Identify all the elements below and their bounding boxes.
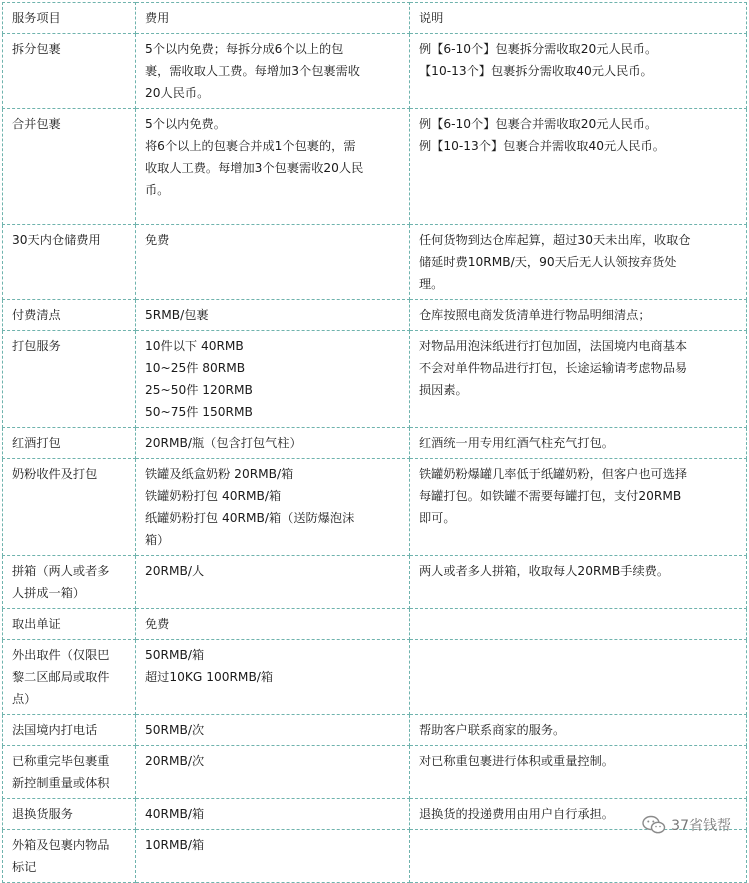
row-fee	[136, 331, 410, 428]
row-note-line: 对已称重包裹进行体积或重量控制。	[419, 754, 614, 768]
row-fee-line: 20RMB/次	[145, 754, 205, 768]
row-note-line: 每罐打包。如铁罐不需要每罐打包，支付20RMB	[419, 489, 682, 503]
table-row	[3, 459, 747, 556]
row-fee-line: 铁罐及纸盒奶粉 20RMB/箱	[145, 467, 294, 481]
header-fee: 费用	[136, 3, 410, 34]
row-note	[410, 331, 747, 428]
row-note-line: 任何货物到达仓库起算，超过30天未出库，收取仓	[419, 233, 691, 247]
row-note	[410, 640, 747, 715]
table-row	[3, 331, 747, 428]
row-service-line: 外箱及包裹内物品	[12, 838, 110, 852]
row-service	[3, 640, 136, 715]
table-row	[3, 830, 747, 883]
row-fee-line: 10~25件 80RMB	[145, 361, 246, 375]
row-service-line: 取出单证	[12, 617, 61, 631]
row-note-line: 不会对单件物品进行打包，长途运输请考虑物品易	[419, 361, 688, 375]
table-row	[3, 428, 747, 459]
row-note	[410, 609, 747, 640]
row-fee	[136, 225, 410, 300]
row-service-line: 退换货服务	[12, 807, 73, 821]
watermark	[642, 815, 731, 835]
row-service	[3, 331, 136, 428]
row-service-line: 已称重完毕包裹重	[12, 754, 110, 768]
row-fee	[136, 556, 410, 609]
row-service-line: 新控制重量或体积	[12, 776, 110, 790]
row-fee-line: 5RMB/包裹	[145, 308, 209, 322]
row-note-line: 例【6-10个】包裹合并需收取20元人民币。	[419, 117, 658, 131]
row-note	[410, 830, 747, 883]
row-service-line: 30天内仓储费用	[12, 233, 101, 247]
row-note-line: 损因素。	[419, 383, 468, 397]
row-fee-line: 免费	[145, 617, 170, 631]
row-note-line: 仓库按照电商发货清单进行物品明细清点；	[419, 308, 651, 322]
row-service-line: 拼箱（两人或者多	[12, 564, 110, 578]
row-service	[3, 225, 136, 300]
row-service-line: 点）	[12, 692, 37, 706]
row-service-line: 奶粉收件及打包	[12, 467, 98, 481]
row-fee	[136, 34, 410, 109]
table-row	[3, 556, 747, 609]
row-fee-line: 免费	[145, 233, 170, 247]
row-service-line: 外出取件（仅限巴	[12, 648, 110, 662]
row-note	[410, 225, 747, 300]
row-fee-line: 10件以下 40RMB	[145, 339, 244, 353]
row-note	[410, 109, 747, 225]
row-fee-line: 50RMB/次	[145, 723, 205, 737]
row-note-line: 例【10-13个】包裹合并需收取40元人民币。	[419, 139, 665, 153]
row-fee-line: 箱）	[145, 533, 170, 547]
row-fee-line: 铁罐奶粉打包 40RMB/箱	[145, 489, 282, 503]
row-service	[3, 300, 136, 331]
table-row	[3, 799, 747, 830]
row-service-line: 打包服务	[12, 339, 61, 353]
watermark-text: 37省钱帮	[671, 818, 731, 834]
header-note: 说明	[410, 3, 747, 34]
row-service	[3, 715, 136, 746]
table-row	[3, 715, 747, 746]
row-fee	[136, 609, 410, 640]
row-note-line: 例【6-10个】包裹拆分需收取20元人民币。	[419, 42, 658, 56]
table-row	[3, 609, 747, 640]
row-fee	[136, 830, 410, 883]
row-fee	[136, 746, 410, 799]
row-service	[3, 428, 136, 459]
row-service-line: 红酒打包	[12, 436, 61, 450]
row-fee-line: 25~50件 120RMB	[145, 383, 253, 397]
row-fee-line: 5个以内免费；每拆分成6个以上的包	[145, 42, 344, 56]
row-service-line: 标记	[12, 860, 37, 874]
row-fee	[136, 300, 410, 331]
row-service-line: 法国境内打电话	[12, 723, 98, 737]
row-service	[3, 556, 136, 609]
row-fee-line: 50~75件 150RMB	[145, 405, 253, 419]
row-note-line: 理。	[419, 277, 444, 291]
row-note-line: 【10-13个】包裹拆分需收取40元人民币。	[419, 64, 653, 78]
row-note-line: 红酒统一用专用红酒气柱充气打包。	[419, 436, 614, 450]
row-service	[3, 459, 136, 556]
row-service-line: 拆分包裹	[12, 42, 61, 56]
row-fee-line: 50RMB/箱	[145, 648, 205, 662]
row-fee-line: 40RMB/箱	[145, 807, 205, 821]
service-fee-table	[2, 2, 747, 883]
row-fee-line: 20RMB/人	[145, 564, 205, 578]
row-fee	[136, 640, 410, 715]
row-fee-line: 将6个以上的包裹合并成1个包裹的，需	[145, 139, 356, 153]
row-note	[410, 34, 747, 109]
row-service	[3, 746, 136, 799]
row-note	[410, 459, 747, 556]
row-note-line: 帮助客户联系商家的服务。	[419, 723, 566, 737]
row-note-line: 对物品用泡沫纸进行打包加固，法国境内电商基本	[419, 339, 688, 353]
table-row	[3, 109, 747, 225]
table-row	[3, 225, 747, 300]
row-fee	[136, 799, 410, 830]
wechat-icon	[642, 815, 666, 835]
row-fee-line: 裹，需收取人工费。每增加3个包裹需收	[145, 64, 360, 78]
row-note	[410, 715, 747, 746]
row-service	[3, 109, 136, 225]
row-fee	[136, 715, 410, 746]
row-fee-line: 20人民币。	[145, 86, 210, 100]
row-note-line: 退换货的投递费用由用户自行承担。	[419, 807, 614, 821]
table-row	[3, 746, 747, 799]
row-note	[410, 746, 747, 799]
row-fee-line: 币。	[145, 183, 170, 197]
row-service	[3, 34, 136, 109]
row-fee-line: 5个以内免费。	[145, 117, 226, 131]
table-row	[3, 34, 747, 109]
row-note	[410, 428, 747, 459]
row-fee-line: 20RMB/瓶（包含打包气柱）	[145, 436, 302, 450]
row-service	[3, 799, 136, 830]
row-service-line: 合并包裹	[12, 117, 61, 131]
row-note-line: 即可。	[419, 511, 456, 525]
row-fee	[136, 459, 410, 556]
row-fee	[136, 428, 410, 459]
row-service	[3, 609, 136, 640]
row-service-line: 人拼成一箱）	[12, 586, 86, 600]
row-note-line: 储延时费10RMB/天，90天后无人认领按弃货处	[419, 255, 677, 269]
row-service-line: 付费清点	[12, 308, 61, 322]
row-note	[410, 300, 747, 331]
row-note-line: 两人或者多人拼箱，收取每人20RMB手续费。	[419, 564, 670, 578]
row-fee-line: 收取人工费。每增加3个包裹需收20人民	[145, 161, 364, 175]
row-note-line: 铁罐奶粉爆罐几率低于纸罐奶粉，但客户也可选择	[419, 467, 688, 481]
table-row	[3, 300, 747, 331]
row-note	[410, 556, 747, 609]
row-fee-line: 纸罐奶粉打包 40RMB/箱（送防爆泡沫	[145, 511, 355, 525]
table-row	[3, 640, 747, 715]
row-service-line: 黎二区邮局或取件	[12, 670, 110, 684]
header-service: 服务项目	[3, 3, 136, 34]
row-fee-line: 超过10KG 100RMB/箱	[145, 670, 274, 684]
table-header-row	[3, 3, 747, 34]
row-fee-line: 10RMB/箱	[145, 838, 205, 852]
row-fee	[136, 109, 410, 225]
row-service	[3, 830, 136, 883]
